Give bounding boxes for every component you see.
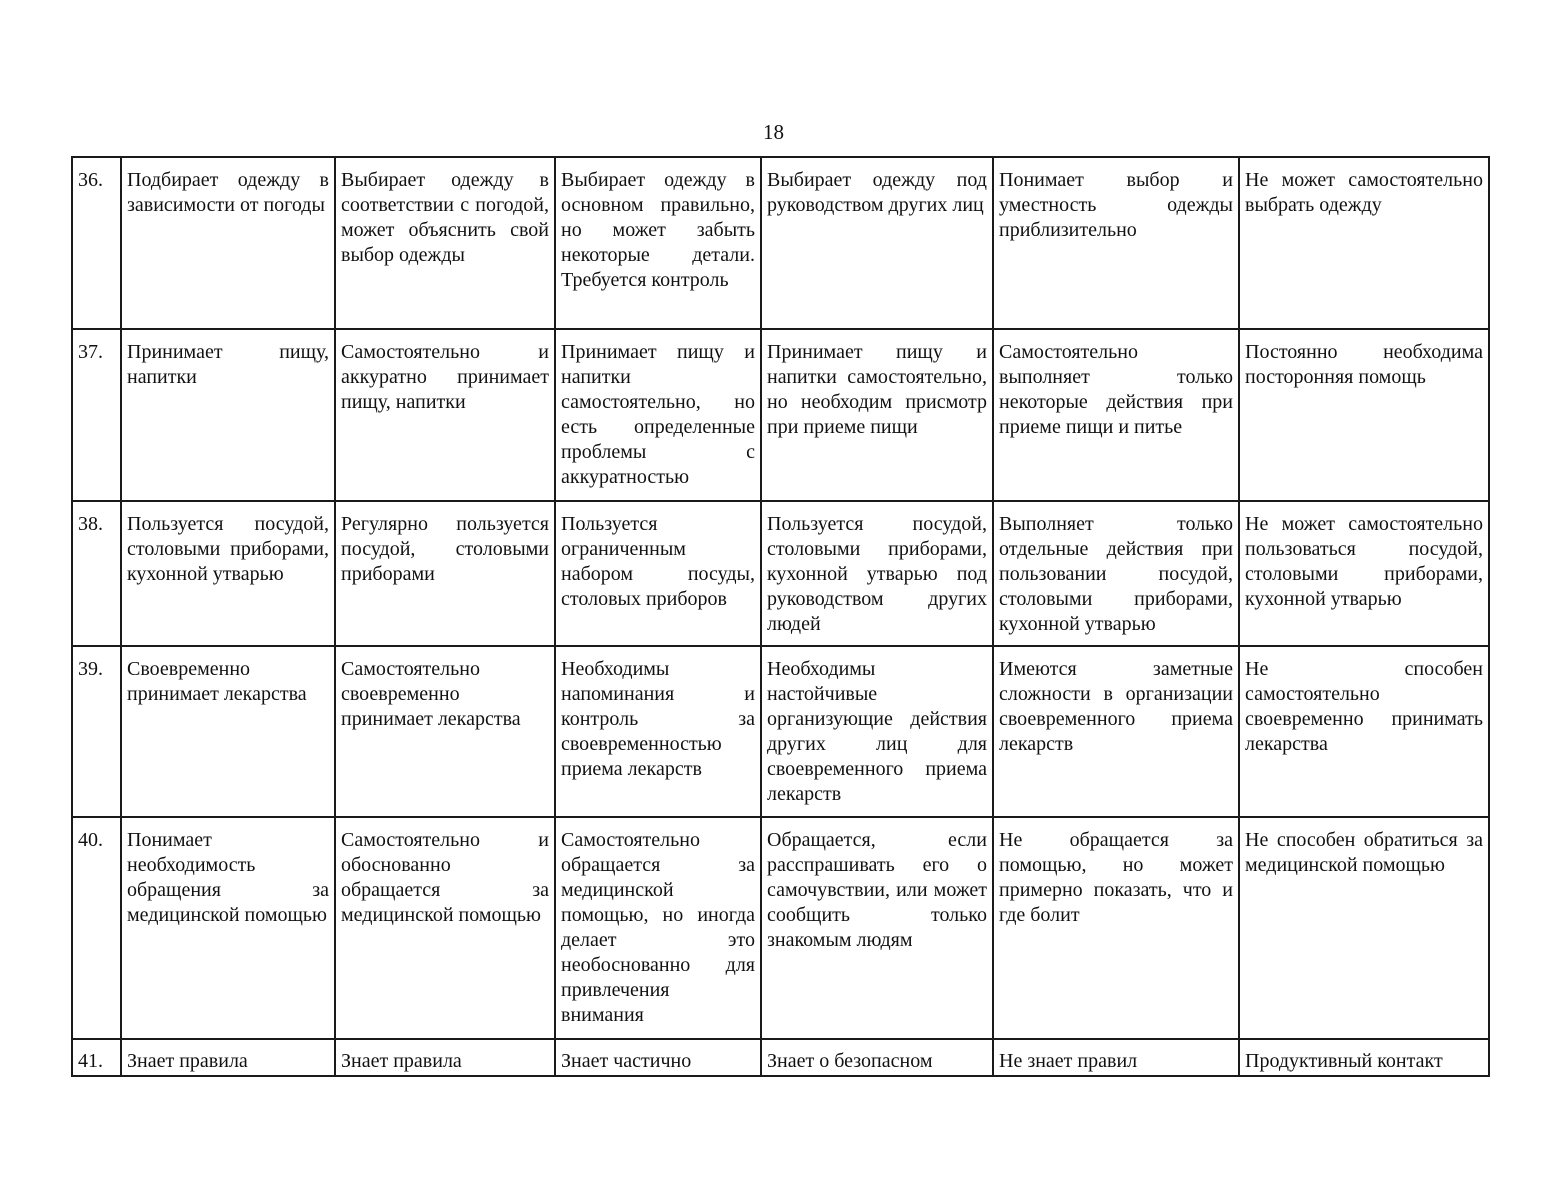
row-number: 39.: [72, 646, 121, 817]
level-cell: Выбирает одежду в основном правильно, но может забыть некоторые детали. Требуется контроль: [555, 157, 761, 329]
level-cell: Не способен самостоятельно своевременно принимать лекарства: [1239, 646, 1489, 817]
level-cell: Постоянно необходима посторонняя помощь: [1239, 329, 1489, 501]
level-cell: Не может самостоятельно пользоваться посудой, столовыми приборами, кухонной утварью: [1239, 501, 1489, 646]
skill-cell: Принимает пищу, напитки: [121, 329, 335, 501]
row-number: 41.: [72, 1039, 121, 1076]
level-cell: Принимает пищу и напитки самостоятельно, но необходим присмотр при приеме пищи: [761, 329, 993, 501]
criteria-table: [71, 156, 1490, 1077]
level-cell: Выбирает одежду под руководством других лиц: [761, 157, 993, 329]
skill-cell: Знает правила: [121, 1039, 335, 1076]
level-cell: Имеются заметные сложности в организации своевременного приема лекарств: [993, 646, 1239, 817]
row-number: 36.: [72, 157, 121, 329]
level-cell: Регулярно пользуется посудой, столовыми приборами: [335, 501, 555, 646]
table-row: [72, 1039, 1489, 1076]
level-cell: Не обращается за помощью, но может примерно показать, что и где болит: [993, 817, 1239, 1039]
level-cell: Выбирает одежду в соответствии с погодой, может объяснить свой выбор одежды: [335, 157, 555, 329]
table-row: [72, 646, 1489, 817]
skill-cell: Своевременно принимает лекарства: [121, 646, 335, 817]
level-cell: Не может самостоятельно выбрать одежду: [1239, 157, 1489, 329]
table-row: [72, 501, 1489, 646]
skill-cell: Подбирает одежду в зависимости от погоды: [121, 157, 335, 329]
level-cell: Самостоятельно и аккуратно принимает пищу, напитки: [335, 329, 555, 501]
level-cell: Необходимы напоминания и контроль за своевременностью приема лекарств: [555, 646, 761, 817]
level-cell: Знает правила: [335, 1039, 555, 1076]
row-number: 40.: [72, 817, 121, 1039]
level-cell: Пользуется ограниченным набором посуды, столовых приборов: [555, 501, 761, 646]
level-cell: Выполняет только отдельные действия при пользовании посудой, столовыми приборами, кухонной утварью: [993, 501, 1239, 646]
level-cell: Принимает пищу и напитки самостоятельно, но есть определенные проблемы с аккуратностью: [555, 329, 761, 501]
row-number: 38.: [72, 501, 121, 646]
level-cell: Знает о безопасном: [761, 1039, 993, 1076]
level-cell: Не способен обратиться за медицинской помощью: [1239, 817, 1489, 1039]
level-cell: Необходимы настойчивые организующие действия других лиц для своевременного приема лекарств: [761, 646, 993, 817]
level-cell: Понимает выбор и уместность одежды приблизительно: [993, 157, 1239, 329]
table-row: [72, 157, 1489, 329]
skill-cell: Понимает необходимость обращения за медицинской помощью: [121, 817, 335, 1039]
level-cell: Самостоятельно обращается за медицинской помощью, но иногда делает это необоснованно для привлечения внимания: [555, 817, 761, 1039]
level-cell: Самостоятельно и обоснованно обращается за медицинской помощью: [335, 817, 555, 1039]
level-cell: Пользуется посудой, столовыми приборами, кухонной утварью под руководством других людей: [761, 501, 993, 646]
level-cell: Обращается, если расспрашивать его о самочувствии, или может сообщить только знакомым людям: [761, 817, 993, 1039]
table-row: [72, 329, 1489, 501]
skill-cell: Пользуется посудой, столовыми приборами, кухонной утварью: [121, 501, 335, 646]
page-number: 18: [763, 120, 784, 144]
row-number: 37.: [72, 329, 121, 501]
table-row: [72, 817, 1489, 1039]
level-cell: Не знает правил: [993, 1039, 1239, 1076]
level-cell: Продуктивный контакт: [1239, 1039, 1489, 1076]
level-cell: Самостоятельно своевременно принимает лекарства: [335, 646, 555, 817]
level-cell: Знает частично: [555, 1039, 761, 1076]
level-cell: Самостоятельно выполняет только некоторые действия при приеме пищи и питье: [993, 329, 1239, 501]
